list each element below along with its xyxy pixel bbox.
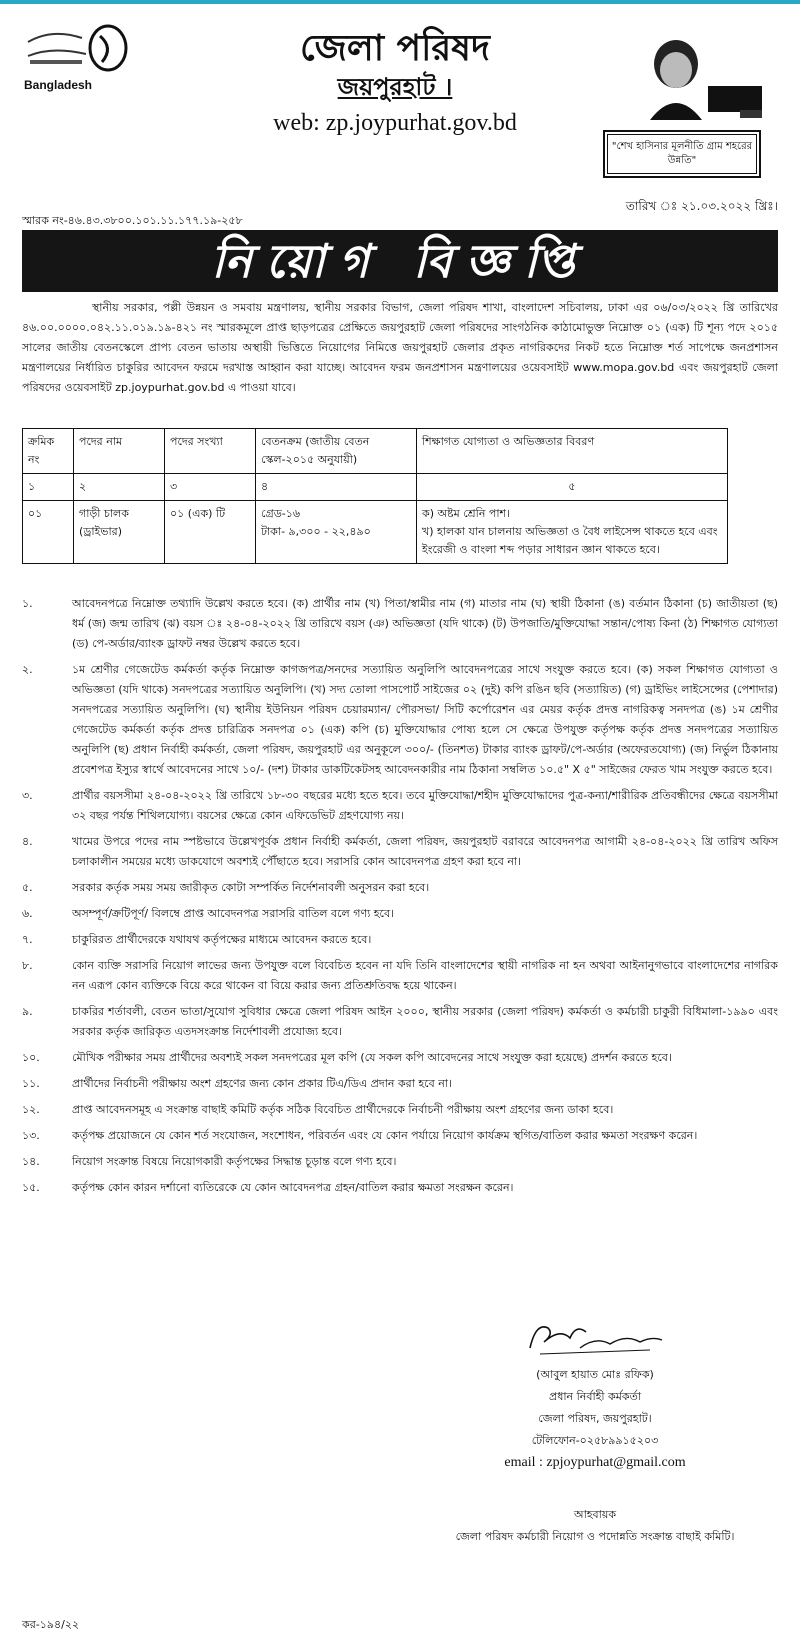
cell-post: গাড়ী চালক (ড্রাইভার) xyxy=(74,501,165,564)
list-item xyxy=(22,1126,778,1146)
item-text: ১ম শ্রেণীর গেজেটেড কর্মকর্তা কর্তৃক নিম্নোক্ত কাগজপত্র/সনদের সত্যায়িত অনুলিপি আবেদনপত্রের সাথে সংযুক্ত করতে হবে। (ক) সকল শিক্ষাগত যোগ্যতা ও অভিজ্ঞতা (যদি থাকে) সনদপত্রের সত্যায়িত অনুলিপি। (খ) সদ্য তোলা পাসপোর্ট সাইজের ০২ (দুই) কপি রঙিন ছবি (সত্যায়িত) (গ) ড্রাইভিং লাইসেন্সের (পেশাদার) সনদপত্রের সত্যায়িত অনুলিপি। (ঘ) স্থানীয় ইউনিয়ন পরিষদ চেয়ারম্যান/ পৌরসভা/ সিটি কর্পোরেশন এর মেয়র কর্তৃক প্রদত্ত নাগরিকত্ব সনদপত্র (ঙ) ১ম শ্রেণীর গেজেটেড কর্মকর্তা কর্তৃক প্রদত্ত চারিত্রিক সনদপত্র ০১ (এক) কপি (চ) মুক্তিযোদ্ধার পোষ্য হলে সে ক্ষেত্রে উপযুক্ত কর্তৃপক্ষ কর্তৃক প্রদত্ত সনদপত্রের সত্যায়িত অনুলিপি (ছ) প্রধান নির্বাহী কর্মকর্তা, জেলা পরিষদ, জয়পুরহাট এর অনুকূলে ৩০০/- (তিনশত) টাকার ব্যাংক ড্রাফট/পে-অর্ডার (অফেরতযোগ্য) (জ) নির্ভুল ঠিকানায় প্রবেশপত্র ইস্যুর স্বার্থে আবেদনের সাথে ১০/- (দশ) টাকার ডাকটিকেটসহ আবেদনকারীর নাম ঠিকানা সম্বলিত ১০.৫" X ৫" সাইজের ফেরত খাম সংযুক্ত করতে হবে। xyxy=(72,663,778,776)
list-item xyxy=(22,1074,778,1094)
qualification-b: খ) হালকা যান চালনায় অভিজ্ঞতা ও বৈধ লাইসেন্স থাকতে হবে এবং ইংরেজী ও বাংলা শব্দ পড়ার সাধারন জ্ঞান থাকতে হবে। xyxy=(422,525,718,556)
list-item xyxy=(22,904,778,924)
org-name: জেলা পরিষদ xyxy=(300,27,490,69)
item-number: ৭. xyxy=(22,933,33,946)
item-text: কর্তৃপক্ষ কোন কারন দর্শানো ব্যতিরেকে যে কোন আবেদনপত্র গ্রহন/বাতিল করার ক্ষমতা সংরক্ষন করেন। xyxy=(72,1181,514,1194)
item-number: ১১. xyxy=(22,1077,40,1090)
list-item xyxy=(22,1100,778,1120)
list-item xyxy=(22,1002,778,1042)
table-col-number: ৪ xyxy=(256,474,417,501)
item-number: ৪. xyxy=(22,835,33,848)
cell-qualification xyxy=(417,501,728,564)
qualification-a: ক) অষ্টম শ্রেনি পাশ। xyxy=(422,507,510,520)
list-item xyxy=(22,660,778,780)
item-number: ১২. xyxy=(22,1103,40,1116)
signatory-office: জেলা পরিষদ, জয়পুরহাট। xyxy=(538,1412,652,1425)
signatory-phone: টেলিফোন-০২৫৮৯৯১৫২০৩ xyxy=(531,1434,659,1447)
signatory-name: (আবুল হায়াত মোঃ রফিক) xyxy=(536,1368,654,1381)
golden-jubilee-emblem-icon xyxy=(22,22,132,74)
signatory-email[interactable]: email : zpjoypurhat@gmail.com xyxy=(504,1455,686,1470)
item-text: আবেদনপত্রে নিম্নোক্ত তথ্যাদি উল্লেখ করতে হবে। (ক) প্রার্থীর নাম (খ) পিতা/স্বামীর নাম (গ) মাতার নাম (ঘ) স্থায়ী ঠিকানা (ঙ) বর্তমান ঠিকানা (চ) জাতীয়তা (ছ) ধর্ম (জ) জন্ম তারিখ (ঝ) বয়স ঃ ২৪-০৪-২০২২ খ্রি তারিখে বয়স (ঞ) অভিজ্ঞতা (যদি থাকে) (ট) উপজাতি/মুক্তিযোদ্ধা সন্তান/পোষ্য কিনা (ঠ) শিক্ষাগত যোগ্যতা (ড) পে-অর্ডার/ব্যাংক ড্রাফট নম্বর উল্লেখ করতে হবে। xyxy=(72,597,778,650)
district-name: জয়পুরহাট । xyxy=(337,72,453,101)
bangabandhu-portrait-icon xyxy=(640,36,764,120)
item-number: ১০. xyxy=(22,1051,40,1064)
item-text: অসম্পূর্ণ/ক্রটিপূর্ণ/ বিলম্বে প্রাপ্ত আবেদনপত্র সরাসরি বাতিল বলে গণ্য হবে। xyxy=(72,907,395,920)
cell-serial: ০১ xyxy=(23,501,74,564)
invitor-label: আহবায়ক xyxy=(573,1508,617,1521)
header xyxy=(230,26,560,140)
list-item xyxy=(22,786,778,826)
item-text: চাকুরিরত প্রার্থীদেরকে যথাযথ কর্তৃপক্ষের মাধ্যমে আবেদন করতে হবে। xyxy=(72,933,372,946)
notice-date: তারিখ ঃ ২১.০৩.২০২২ খ্রিঃ। xyxy=(625,199,778,213)
list-item xyxy=(22,1152,778,1172)
list-item xyxy=(22,594,778,654)
item-number: ১৫. xyxy=(22,1181,40,1194)
th-qualification: শিক্ষাগত যোগ্যতা ও অভিজ্ঞতার বিবরণ xyxy=(417,429,728,474)
item-text: প্রাপ্ত আবেদনসমূহ এ সংক্রান্ত বাছাই কমিটি কর্তৃক সঠিক বিবেচিত প্রার্থীদেরকে নির্বাচনী পরীক্ষায় অংশ গ্রহণের জন্য ডাকা হবে। xyxy=(72,1103,614,1116)
vacancy-table xyxy=(22,428,728,564)
item-number: ৮. xyxy=(22,959,33,972)
footer-code: কর-১৯৪/২২ xyxy=(22,1618,80,1631)
th-count: পদের সংখ্যা xyxy=(165,429,256,474)
conditions-list xyxy=(22,594,778,1204)
signature-block xyxy=(430,1364,760,1474)
item-text: খামের উপরে পদের নাম স্পষ্টভাবে উল্লেখপূর্বক প্রধান নির্বাহী কর্মকর্তা, জেলা পরিষদ, জয়পুরহাট বরাবরে আবেদনপত্র আগামী ২৪-০৪-২০২২ খ্রি তারিখ অফিস চলাকালীন সময়ের মধ্যে ডাকযোগে অবশ্যই পৌঁছাতে হবে। সরাসরি কোন আবেদনপত্র গ্রহণ করা হবে না। xyxy=(72,835,778,868)
memo-number: স্মারক নং-৪৬.৪৩.৩৮০০.১০১.১১.১৭৭.১৯-২৫৮ xyxy=(22,214,243,227)
top-accent-line xyxy=(0,0,800,4)
table-numbering-row xyxy=(23,474,728,501)
table-header-row xyxy=(23,429,728,474)
item-text: প্রার্থীদের নির্বাচনী পরীক্ষায় অংশ গ্রহণের জন্য কোন প্রকার টিএ/ডিএ প্রদান করা হবে না। xyxy=(72,1077,452,1090)
item-number: ১৪. xyxy=(22,1155,40,1168)
mujib-borsho-logo xyxy=(22,22,132,104)
item-number: ১৩. xyxy=(22,1129,40,1142)
table-col-number: ৩ xyxy=(165,474,256,501)
item-number: ৯. xyxy=(22,1005,33,1018)
item-number: ৫. xyxy=(22,881,33,894)
table-col-number: ৫ xyxy=(417,474,728,501)
list-item xyxy=(22,956,778,996)
cell-pay-scale xyxy=(256,501,417,564)
invitor-block xyxy=(400,1504,790,1548)
table-col-number: ২ xyxy=(74,474,165,501)
logo-caption: Bangladesh xyxy=(24,78,93,92)
list-item xyxy=(22,878,778,898)
intro-paragraph: স্থানীয় সরকার, পল্লী উন্নয়ন ও সমবায় মন্ত্রণালয়, স্থানীয় সরকার বিভাগ, জেলা পরিষদ শাখা, বাংলাদেশ সচিবালয়, ঢাকা এর ০৬/০৩/২০২২ খ্রি তারিখের ৪৬.০০.০০০০.০৪২.১১.০১৯.১৯-৪২১ নং স্মারকমূলে প্রাপ্ত ছাড়পত্রের প্রেক্ষিতে জয়পুরহাট জেলা পরিষদের সাংগঠনিক কাঠামোভুক্ত নিম্নোক্ত ০১ (এক) টি শূন্য পদে ২০১৫ সালের জাতীয় বেতনস্কেলে প্রাপ্য বেতন ভাতায় অস্থায়ী ভিত্তিতে নিয়োগের নিমিত্তে জয়পুরহাট জেলার প্রকৃত নাগরিকদের নিকট হতে নিম্নোক্ত শর্ত সাপেক্ষে জনপ্রশাসন মন্ত্রণালয়ের নির্ধারিত চাকুরির আবেদন ফরমে দরখাস্ত আহ্বান করা যাচ্ছে। আবেদন ফরম জনপ্রশাসন মন্ত্রণালয়ের ওয়েবসাইট www.mopa.gov.bd এবং জয়পুরহাট জেলা পরিষদের ওয়েবসাইট zp.joypurhat.gov.bd এ পাওয়া যাবে। xyxy=(22,301,778,394)
item-text: সরকার কর্তৃক সময় সময় জারীকৃত কোটা সম্পর্কিত নির্দেশনাবলী অনুসরন করা হবে। xyxy=(72,881,430,894)
th-post: পদের নাম xyxy=(74,429,165,474)
item-text: কোন ব্যক্তি সরাসরি নিয়োগ লাভের জন্য উপযুক্ত বলে বিবেচিত হবেন না যদি তিনি বাংলাদেশের স্থায়ী নাগরিক না হন অথবা আইনানুগভাবে বাংলাদেশের নাগরিক নন এরূপ কোন ব্যক্তিকে বিয়ে করে থাকেন বা বিয়ে করার জন্য প্রতিশ্রুতিবদ্ধ হয়ে থাকেন। xyxy=(72,959,778,992)
item-text: কর্তৃপক্ষ প্রয়োজনে যে কোন শর্ত সংযোজন, সংশোধন, পরিবর্তন এবং যে কোন পর্যায়ে নিয়োগ কার্যক্রম স্থগিত/বাতিল করার ক্ষমতা সংরক্ষণ করেন। xyxy=(72,1129,698,1142)
item-text: মৌখিক পরীক্ষার সময় প্রার্থীদের অবশ্যই সকল সনদপত্রের মূল কপি (যে সকল কপি আবেদনের সাথে সংযুক্ত করা হয়েছে) প্রদর্শন করতে হবে। xyxy=(72,1051,672,1064)
table-row xyxy=(23,501,728,564)
list-item xyxy=(22,832,778,872)
website-url[interactable]: web: zp.joypurhat.gov.bd xyxy=(273,110,517,136)
th-serial: ক্রমিক নং xyxy=(23,429,74,474)
cell-pay: টাকা- ৯,৩০০ - ২২,৪৯০ xyxy=(261,525,371,538)
item-number: ২. xyxy=(22,663,33,676)
item-text: নিয়োগ সংক্রান্ত বিষয়ে নিয়োগকারী কর্তৃপক্ষের সিদ্ধান্ত চূড়ান্ত বলে গণ্য হবে। xyxy=(72,1155,397,1168)
list-item xyxy=(22,1178,778,1198)
item-number: ১. xyxy=(22,597,33,610)
list-item xyxy=(22,930,778,950)
cell-grade: গ্রেড-১৬ xyxy=(261,507,301,520)
signatory-designation: প্রধান নির্বাহী কর্মকর্তা xyxy=(548,1390,642,1403)
slogan-box: "শেখ হাসিনার মূলনীতি গ্রাম শহরের উন্নতি" xyxy=(603,130,761,178)
table-col-number: ১ xyxy=(23,474,74,501)
item-number: ৩. xyxy=(22,789,33,802)
committee-name: জেলা পরিষদ কর্মচারী নিয়োগ ও পদোন্নতি সংক্রান্ত বাছাই কমিটি। xyxy=(455,1530,735,1543)
item-text: চাকরির শর্তাবলী, বেতন ভাতা/সুযোগ সুবিধার ক্ষেত্রে জেলা পরিষদ আইন ২০০০, স্থানীয় সরকার (জেলা পরিষদ) কর্মকর্তা ও কর্মচারী চাকুরী বিধিমালা-১৯৯০ এবং সরকার কর্তৃক জারিকৃত এতদসংক্রান্ত নির্দেশাবলী প্রযোজ্য হবে। xyxy=(72,1005,778,1038)
cell-count: ০১ (এক) টি xyxy=(165,501,256,564)
notice-title-banner: নিয়োগ বিজ্ঞপ্তি xyxy=(22,230,778,292)
item-text: প্রার্থীর বয়সসীমা ২৪-০৪-২০২২ খ্রি তারিখে ১৮-৩০ বছরের মধ্যে হতে হবে। তবে মুক্তিযোদ্ধা/শহীদ মুক্তিযোদ্ধাদের পুত্র-কন্যা/শারীরিক প্রতিবন্ধীদের ক্ষেত্রে বয়সসীমা ৩২ বছর পর্যন্ত শিথিলযোগ্য। বয়সের ক্ষেত্রে কোন এফিডেভিট গ্রহণযোগ্য নয়। xyxy=(72,789,778,822)
th-pay-scale: বেতনক্রম (জাতীয় বেতন স্কেল-২০১৫ অনুযায়ী) xyxy=(256,429,417,474)
handwritten-signature-icon xyxy=(500,1318,670,1360)
list-item xyxy=(22,1048,778,1068)
item-number: ৬. xyxy=(22,907,33,920)
